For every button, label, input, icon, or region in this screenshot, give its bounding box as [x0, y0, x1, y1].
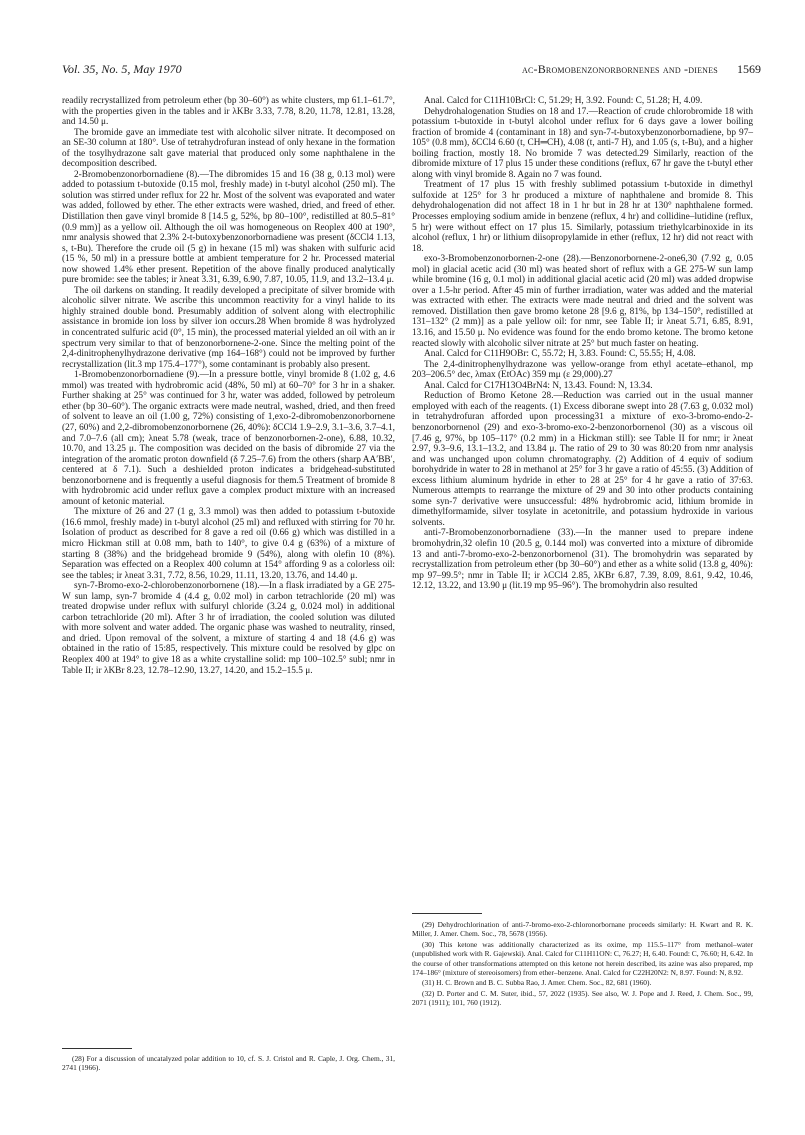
paragraph: Treatment of 17 plus 15 with freshly sublimed potassium t-butoxide in dimethyl sulfoxide at 125° for 3 hr produced a mixture of naphthalene and bromide 8. This dehydrohalogenation did not affect 18 in 1 hr but in 28 hr at 130° naphthalene formed. Processes employing sodium amide in benzene (reflux, 4 hr) and collidine–lutidine (reflux, 5 hr) were without effect on 17 plus 15. Similarly, potassium triethylcarbinoxide in its alcohol (reflux, 1 hr) or lithium diisopropylamide in ether (reflux, 12 hr) did not react with 18. [412, 180, 753, 254]
footnote: (32) D. Porter and C. M. Suter, ibid., 57, 2022 (1935). See also, W. J. Pope and J. Reed, J. Chem. Soc., 99, 2071 (1911); 101, 760 (1912). [412, 988, 753, 1008]
footnotes-right [412, 920, 753, 1009]
footnotes-left [62, 1054, 395, 1074]
paragraph: 1-Bromobenzonorbornadiene (9).—In a pressure bottle, vinyl bromide 8 (1.02 g, 4.6 mmol) was treated with hydrobromic acid (48%, 50 ml) at 60–70° for 3 hr in a shaker. Further shaking at 25° was continued for 3 hr, water was added, followed by petroleum ether (bp 30–60°). The organic extracts were made neutral, washed, dried, and then freed of solvent to leave an oil (1.00 g, 72%) consisting of 1,exo-2-dibromobenzonorbornene (27, 60%) and 2,2-dibromobenzonorbornene (26, 40%): δCCl4 1.9–2.9, 3.1–3.6, 3.7–4.1, and 7.0–7.6 (all cm); λneat 5.78 (weak, trace of benzonorbornen-2-one), 6.88, 10.32, 10.70, and 13.25 μ. The composition was decided on the basis of dibromide 27 via the integration of the aromatic proton downfield (δ 7.25–7.6) from the others (sharp AA′BB′, centered at δ 7.1). Such a deshielded proton indicates a bridgehead-substituted benzonorbornene and is frequently a useful diagnosis for them.5 Treatment of bromide 8 with hydrobromic acid under reflux gave a complex product mixture with an increased amount of ketonic material. [62, 370, 395, 507]
paragraph: Reduction of Bromo Ketone 28.—Reduction was carried out in the usual manner employed with each of the reagents. (1) Excess diborane swept into 28 (7.63 g, 0.032 mol) in tetrahydrofuran afforded upon processing31 a mixture of exo-3-bromo-endo-2-benzonorbornenol (29) and exo-3-bromo-exo-2-benzonorbornenol (30) as a viscous oil [7.46 g, 97%, bp 105–117° (0.2 mm) in a Hickman still): see Table II for nmr; ir λneat 2.97, 9.3–9.6, 13.1–13.2, and 13.84 μ. The ratio of 29 to 30 was 80:20 from nmr analysis and was unchanged upon column chromatography. (2) Addition of 4 equiv of sodium borohydride in water to 28 in methanol at 25° for 3 hr gave a ratio of 45:55. (3) Addition of excess lithium aluminum hydride in ether to 28 at 25° for 4 hr gave a ratio of 37:63. Numerous attempts to rearrange the mixture of 29 and 30 into other products containing some syn-7 derivative were unsuccessful: 48% hydrobromic acid, lithium bromide in dimethylformamide, silver tosylate in acetonitrile, and potassium hydroxide in various solvents. [412, 391, 753, 528]
page-number: 1569 [737, 62, 761, 76]
right-column [412, 96, 753, 592]
footnote: (31) H. C. Brown and B. C. Subba Rao, J. Amer. Chem. Soc., 82, 681 (1960). [422, 978, 652, 988]
running-title: ac-Bromobenzonorbornenes and -dienes [522, 62, 718, 76]
paragraph: 2-Bromobenzonorbornadiene (8).—The dibromides 15 and 16 (38 g, 0.13 mol) were added to potassium t-butoxide (0.15 mol, freshly made) in t-butyl alcohol (250 ml). The solution was stirred under reflux for 22 hr. Most of the solvent was evaporated and water was added, followed by ether. The ether extracts were washed, dried, and freed of ether. Distillation then gave vinyl bromide 8 [14.5 g, 52%, bp 80–100°, redistilled at 80.5–81° (0.9 mm)] as a yellow oil. Although the oil was homogeneous on Reoplex 400 at 190°, nmr analysis showed that 2.3% 2-t-butoxybenzonorbornadiene was present (δCCl4 1.13, s, t-Bu). Therefore the crude oil (5 g) in hexane (15 ml) was shaken with sulfuric acid (15 %, 50 ml) in a pressure bottle at ambient temperature for 2 hr. Processed material now showed 1.4% ether present. Repetition of the above finally produced analytically pure bromide: see the tables; ir λneat 3.31, 6.39, 6.90, 7.87, 10.05, 11.9, and 13.2–13.4 μ. [62, 169, 395, 286]
page-header [62, 62, 761, 78]
paragraph: readily recrystallized from petroleum ether (bp 30–60°) as white clusters, mp 61.1–61.7°, with the properties given in the tables and ir λKBr 3.33, 7.78, 8.20, 11.78, 12.81, 13.28, and 14.50 μ. [62, 96, 395, 128]
paragraph: exo-3-Bromobenzonorbornen-2-one (28).—Benzonorbornene-2-one6,30 (7.92 g, 0.05 mol) in glacial acetic acid (30 ml) was heated short of reflux with a GE 275-W sun lamp while bromine (16 g, 0.1 mol) in additional glacial acetic acid (20 ml) was added dropwise over a 1.5-hr period. After 45 min of further irradiation, water was added and the material was extracted with ether. The extracts were made neutral and dried and the solvent was removed. Distillation then gave bromo ketone 28 [9.6 g, 81%, bp 134–150°, redistilled at 131–132° (2 mm)] as a pale yellow oil: for nmr, see Table II; ir λneat 5.71, 6.85, 8.91, 13.16, and 15.50 μ. No evidence was found for the endo bromo ketone. The bromo ketone reacted slowly with alcoholic silver nitrate at 25° but much faster on heating. [412, 254, 753, 349]
footnote: (29) Dehydrochlorination of anti-7-bromo-exo-2-chloronorbornane proceeds similarly: H. Kwart and R. K. Miller, J. Amer. Chem. Soc., 78, 5678 (1956). [412, 920, 753, 939]
paragraph: The bromide gave an immediate test with alcoholic silver nitrate. It decomposed on an SE-30 column at 180°. Use of tetrahydrofuran instead of only hexane in the formation of the tosylhydrazone salt gave material that produced only some naphthalene in the decomposition described. [62, 127, 395, 170]
footnote-rule-left [62, 1048, 132, 1049]
paragraph: Anal. Calcd for C17H13O4BrN4: N, 13.43. Found: N, 13.34. [424, 380, 653, 391]
paragraph: anti-7-Bromobenzonorbornadiene (33).—In the manner used to prepare indene bromohydrin,32 olefin 10 (20.5 g, 0.144 mol) was converted into a mixture of dibromide 13 and anti-7-bromo-exo-2-benzonorbornenol (31). The bromohydrin was separated by recrystallization from petroleum ether (bp 30–60°) and ether as a white solid (13.8 g, 40%): mp 97–99.5°; nmr in Table II; ir λCCl4 2.85, λKBr 6.87, 7.39, 8.09, 8.61, 9.42, 10.46, 12.12, 13.22, and 13.90 μ (lit.19 mp 95–96°). The bromohydrin also resulted [412, 528, 753, 592]
footnote-rule-right [412, 913, 482, 914]
footnote: (28) For a discussion of uncatalyzed polar addition to 10, cf. S. J. Cristol and R. Caple, J. Org. Chem., 31, 2741 (1966). [62, 1054, 395, 1073]
footnote: (30) This ketone was additionally characterized as its oxime, mp 115.5–117° from methanol–water (unpublished work with R. Gajewski). Anal. Calcd for C11H11ON: C, 76.27; H, 6.40. Found: C, 76.60; H, 6.42. In the course of other transformations attempted on this ketone not herein described, its azine was also prepared, mp 174–186° (mixture of stereoisomers) from ether–benzene. Anal. Calcd for C22H20N2: N, 8.97. Found: N, 8.92. [412, 939, 753, 978]
paragraph: The oil darkens on standing. It readily developed a precipitate of silver bromide with alcoholic silver nitrate. We ascribe this uncommon reactivity for a vinyl halide to its highly strained double bond. Presumably addition of solvent along with electrophilic assistance in bromide ion loss by silver ion occurs.28 When bromide 8 was hydrolyzed in concentrated sulfuric acid (0°, 15 min), the processed material yielded an oil with an ir spectrum very similar to that of benzonorbornene-2-one. Since the melting point of the 2,4-dinitrophenylhydrazone derivative (mp 164–168°) could not be improved by further recrystallization (lit.3 mp 175.4–177°), some contaminant is probably also present. [62, 285, 395, 370]
journal-volume: Vol. 35, No. 5, May 1970 [62, 62, 182, 76]
paragraph: The 2,4-dinitrophenylhydrazone was yellow-orange from ethyl acetate–ethanol, mp 203–206.5° dec, λmax (EtOAc) 359 mμ (ε 29,000).27 [412, 359, 753, 381]
paragraph: The mixture of 26 and 27 (1 g, 3.3 mmol) was then added to potassium t-butoxide (16.6 mmol, freshly made) in t-butyl alcohol (25 ml) and refluxed with stirring for 70 hr. Isolation of product as described for 8 gave a red oil (0.66 g) which was distilled in a micro Hickman still at 0.08 mm, bath to 140°, to give 0.4 g (63%) of a mixture of starting 8 (38%) and the bridgehead bromide 9 (54%), along with olefin 10 (8%). Separation was effected on a Reoplex 400 column at 154° affording 9 as a colorless oil: see the tables; ir λneat 3.31, 7.72, 8.56, 10.29, 11.11, 13.20, 13.76, and 14.40 μ. [62, 507, 395, 581]
paragraph: Dehydrohalogenation Studies on 18 and 17.—Reaction of crude chlorobromide 18 with potassium t-butoxide in t-butyl alcohol under reflux for 6 days gave a lower boiling fraction of bromide 4 (contaminant in 18) and syn-7-t-butoxybenzonorbornadiene, bp 97–105° (0.8 mm), δCCl4 6.60 (t, CH═CH), 4.08 (t, anti-7 H), and 1.05 (s, t-Bu), and a higher boiling fraction, mostly 18. No bromide 7 was detected.29 Similarly, reaction of the dibromide mixture of 17 plus 15 under these conditions (reflux, 67 hr gave the t-butyl ether along with vinyl bromide 8. Again no 7 was found. [412, 106, 753, 180]
left-column [62, 96, 395, 676]
paragraph: Anal. Calcd for C11H9OBr: C, 55.72; H, 3.83. Found: C, 55.55; H, 4.08. [424, 349, 696, 360]
paragraph: Anal. Calcd for C11H10BrCl: C, 51.29; H, 3.92. Found: C, 51.28; H, 4.09. [424, 96, 703, 106]
paragraph: syn-7-Bromo-exo-2-chlorobenzonorbornene (18).—In a flask irradiated by a GE 275-W sun lamp, syn-7 bromide 4 (4.4 g, 0.02 mol) in carbon tetrachloride (20 ml) was treated dropwise under reflux with sulfuryl chloride (3.24 g, 0.024 mol) in additional carbon tetrachloride (20 ml). After 3 hr of irradiation, the cooled solution was diluted with more solvent and water added. The organic phase was washed to neutrality, rinsed, and dried. Upon removal of the solvent, a mixture of starting 4 and 18 (4.6 g) was obtained in the ratio of 15:85, respectively. This mixture could be resolved by glpc on Reoplex 400 at 194° to give 18 as a white crystalline solid: mp 100–102.5° subl; nmr in Table II; ir λKBr 8.23, 12.78–12.90, 13.27, 14.20, and 15.2–15.5 μ. [62, 581, 395, 676]
